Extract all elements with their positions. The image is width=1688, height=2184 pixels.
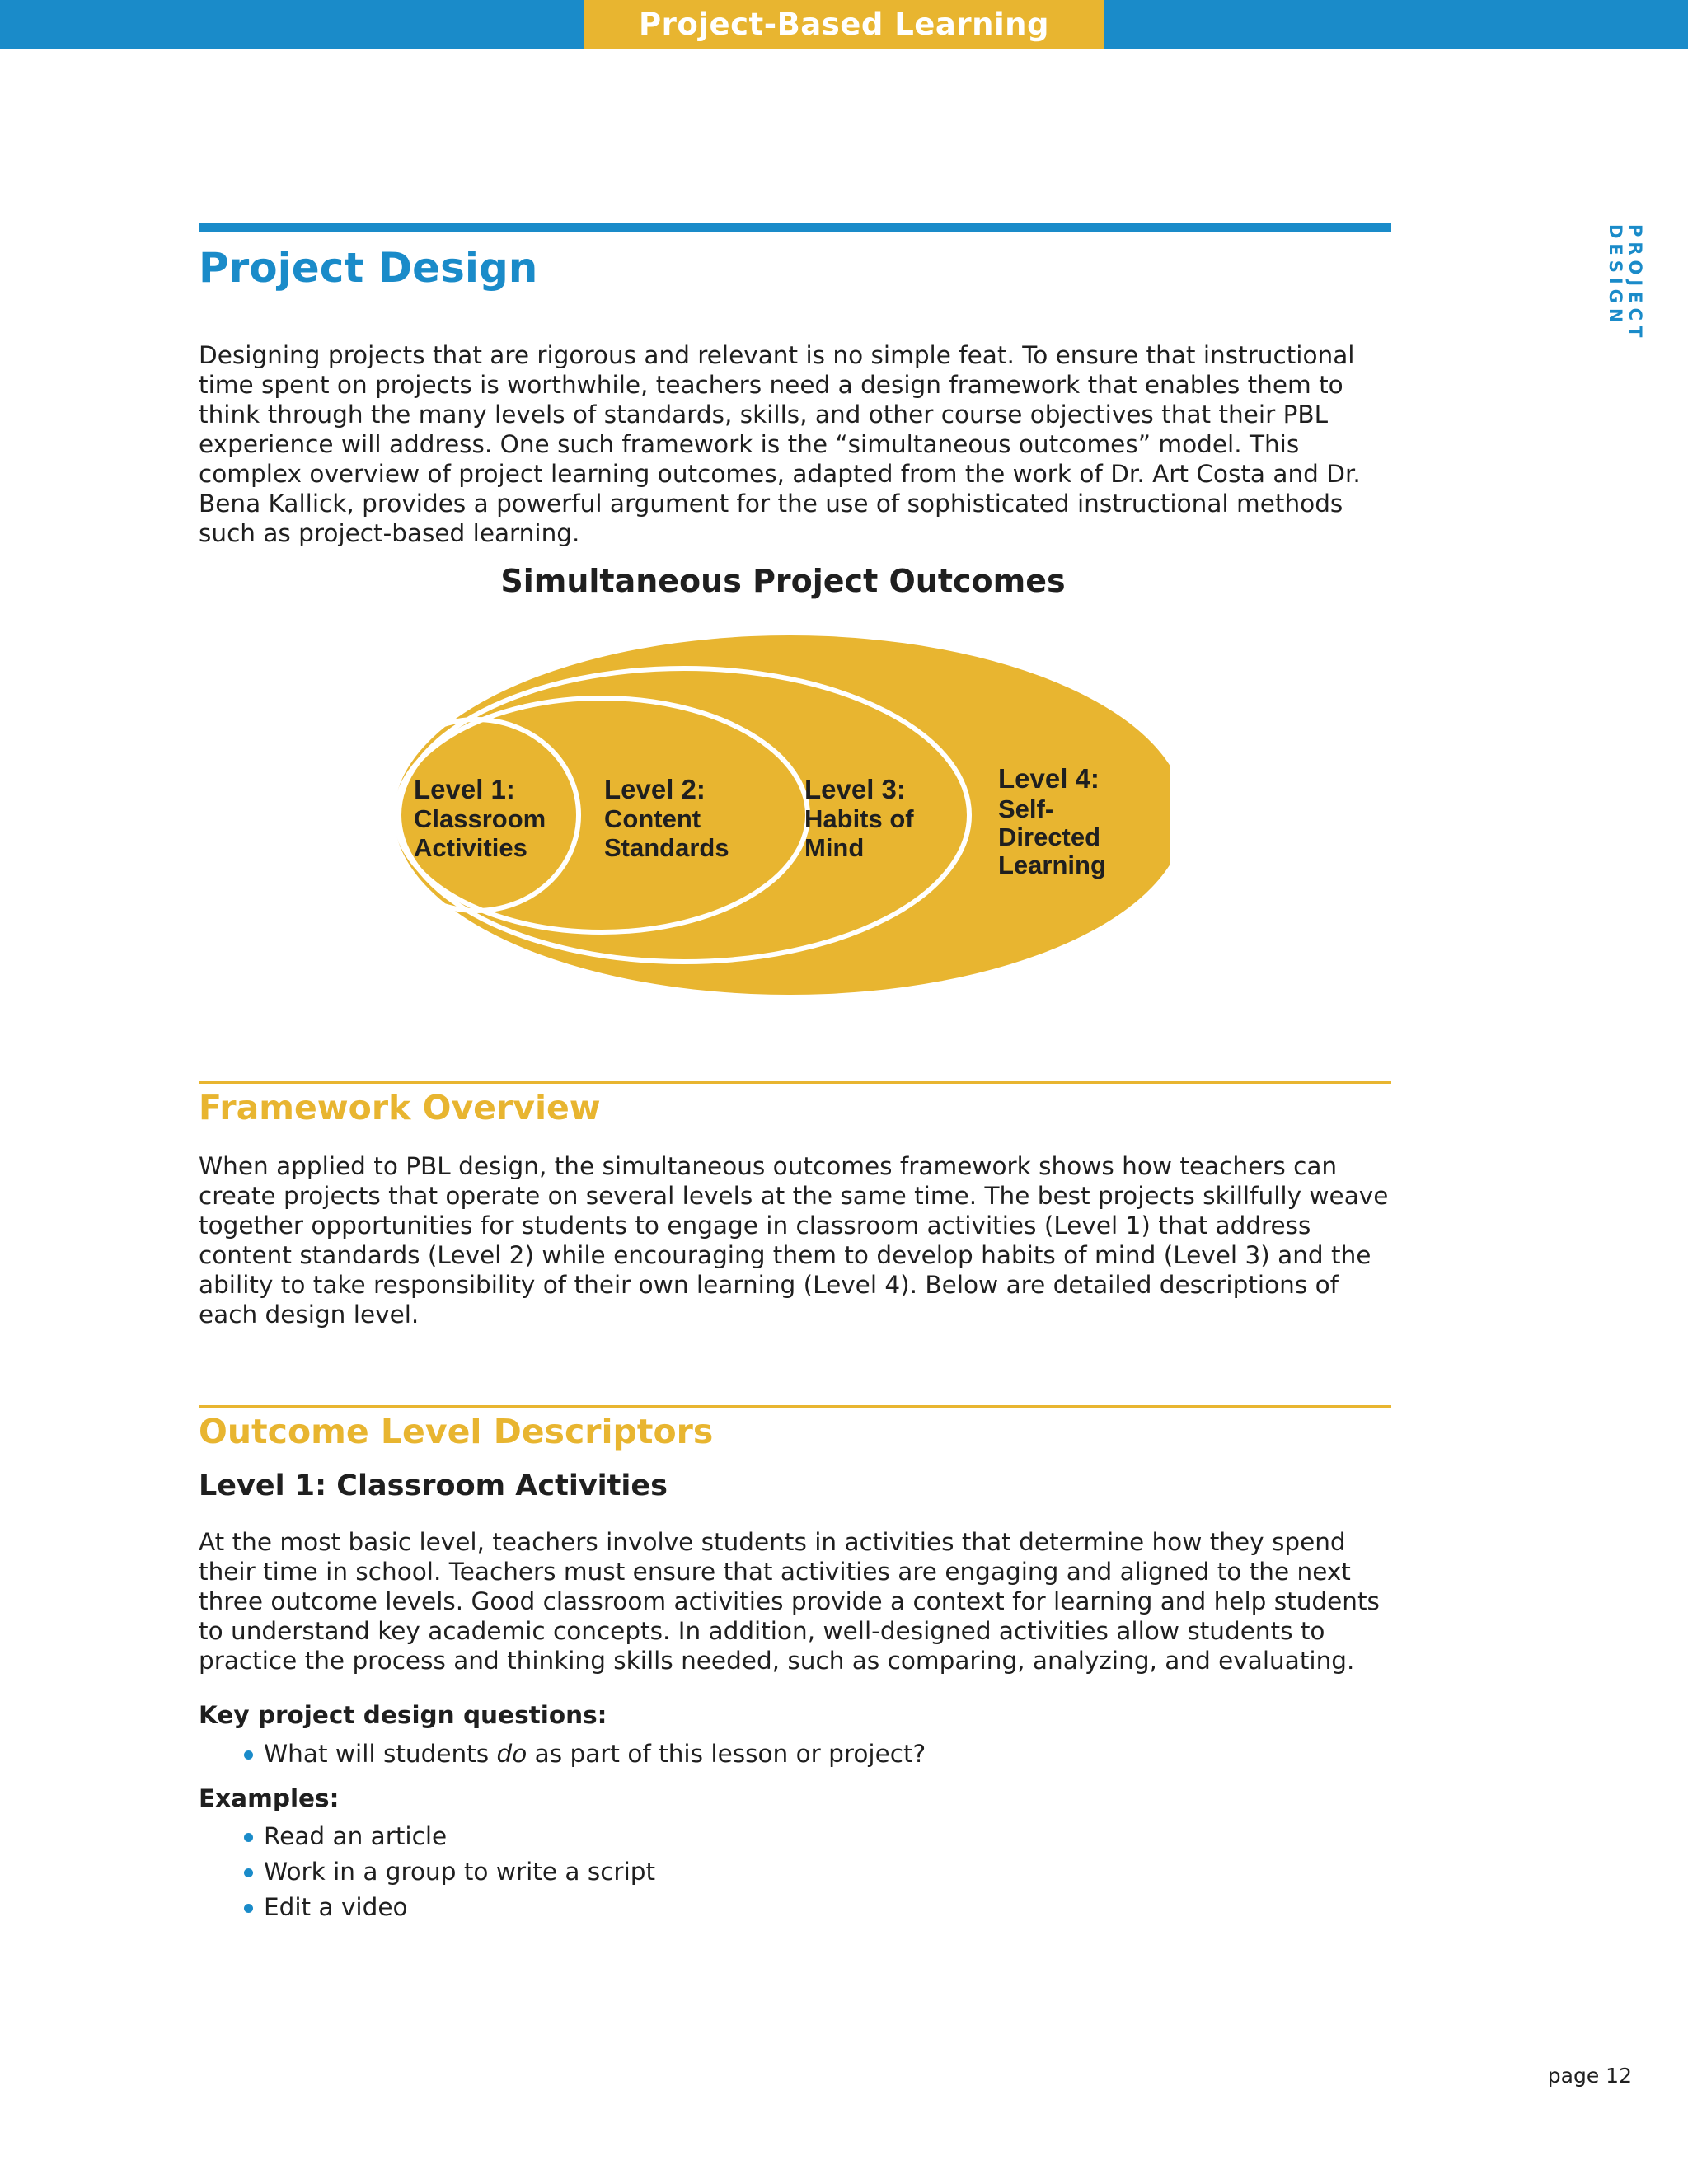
level-4-line-1: Self- [998, 794, 1054, 823]
question-text-end: as part of this lesson or project? [527, 1740, 926, 1768]
list-item: Read an article [244, 1819, 655, 1854]
diagram-title: Simultaneous Project Outcomes [500, 563, 1066, 599]
level-3-line-1: Habits of [804, 804, 914, 833]
list-item: Edit a video [244, 1890, 655, 1925]
guide-title-tab: Project-Based Learning Guide [584, 0, 1104, 49]
side-section-label: PROJECT DESIGN [1606, 224, 1645, 343]
intro-paragraph: Designing projects that are rigorous and relevant is no simple feat. To ensure that instructional time spent on projects is worthwhile, teachers need a design framework that enables them to think through the many levels of standards, skills, and other course objectives that their PBL experience will address. One such framework is the “simultaneous outcomes” model. This complex overview of project learning outcomes, adapted from the work of Dr. Art Costa and Dr. Bena Kallick, provides a powerful argument for the use of sophisticated instructional methods such as project-based learning. [199, 341, 1361, 547]
level-4-heading: Level 4: [998, 763, 1100, 794]
examples-label: Examples: [199, 1784, 340, 1812]
question-emphasis: do [496, 1740, 528, 1768]
framework-heading: Framework Overview [199, 1088, 601, 1127]
top-banner [0, 0, 1688, 91]
question-text-start: What will students [264, 1740, 497, 1768]
level-1-heading: Level 1: [414, 774, 515, 804]
level-4-line-3: Learning [998, 851, 1106, 879]
framework-paragraph: When applied to PBL design, the simultaneous outcomes framework shows how teachers can create projects that operate on several levels at the same time. The best projects skillfully weave together opportunities for students to engage in classroom activities (Level 1) that address content standards (Level 2) while encouraging them to develop habits of mind (Level 3) and the ability to take responsibility of their own learning (Level 4). Below are detailed descriptions of each design level. [199, 1152, 1389, 1329]
level-1-paragraph: At the most basic level, teachers involve students in activities that determine how they spend their time in school. Teachers must ensure that activities are engaging and aligned to the next three outcome levels. Good classroom activities provide a context for learning and help students to understand key academic concepts. In addition, well-designed activities allow students to practice the process and thinking skills needed, such as comparing, analyzing, and evaluating. [199, 1528, 1380, 1675]
level-3-heading: Level 3: [804, 774, 906, 804]
level-2-line-1: Content [604, 804, 701, 833]
level-1-line-1: Classroom [414, 804, 546, 833]
key-questions-list [244, 1736, 926, 1772]
level-3-line-2: Mind [804, 833, 865, 862]
outcomes-heading: Outcome Level Descriptors [199, 1412, 714, 1451]
level-1-title: Level 1: Classroom Activities [199, 1469, 668, 1502]
level-2-heading: Level 2: [604, 774, 706, 804]
level-4-line-2: Directed [998, 823, 1101, 851]
page-number: page 12 [1547, 2064, 1632, 2088]
key-questions-label: Key project design questions: [199, 1701, 607, 1729]
page-title: Project Design [199, 244, 538, 292]
outcomes-divider [199, 1405, 1391, 1408]
list-item [244, 1736, 926, 1772]
outcomes-diagram [354, 626, 1170, 1005]
examples-list [244, 1819, 655, 1925]
framework-divider [199, 1081, 1391, 1084]
level-1-line-2: Activities [414, 833, 528, 862]
level-2-line-2: Standards [604, 833, 729, 862]
list-item: Work in a group to write a script [244, 1854, 655, 1890]
title-divider [199, 223, 1391, 232]
